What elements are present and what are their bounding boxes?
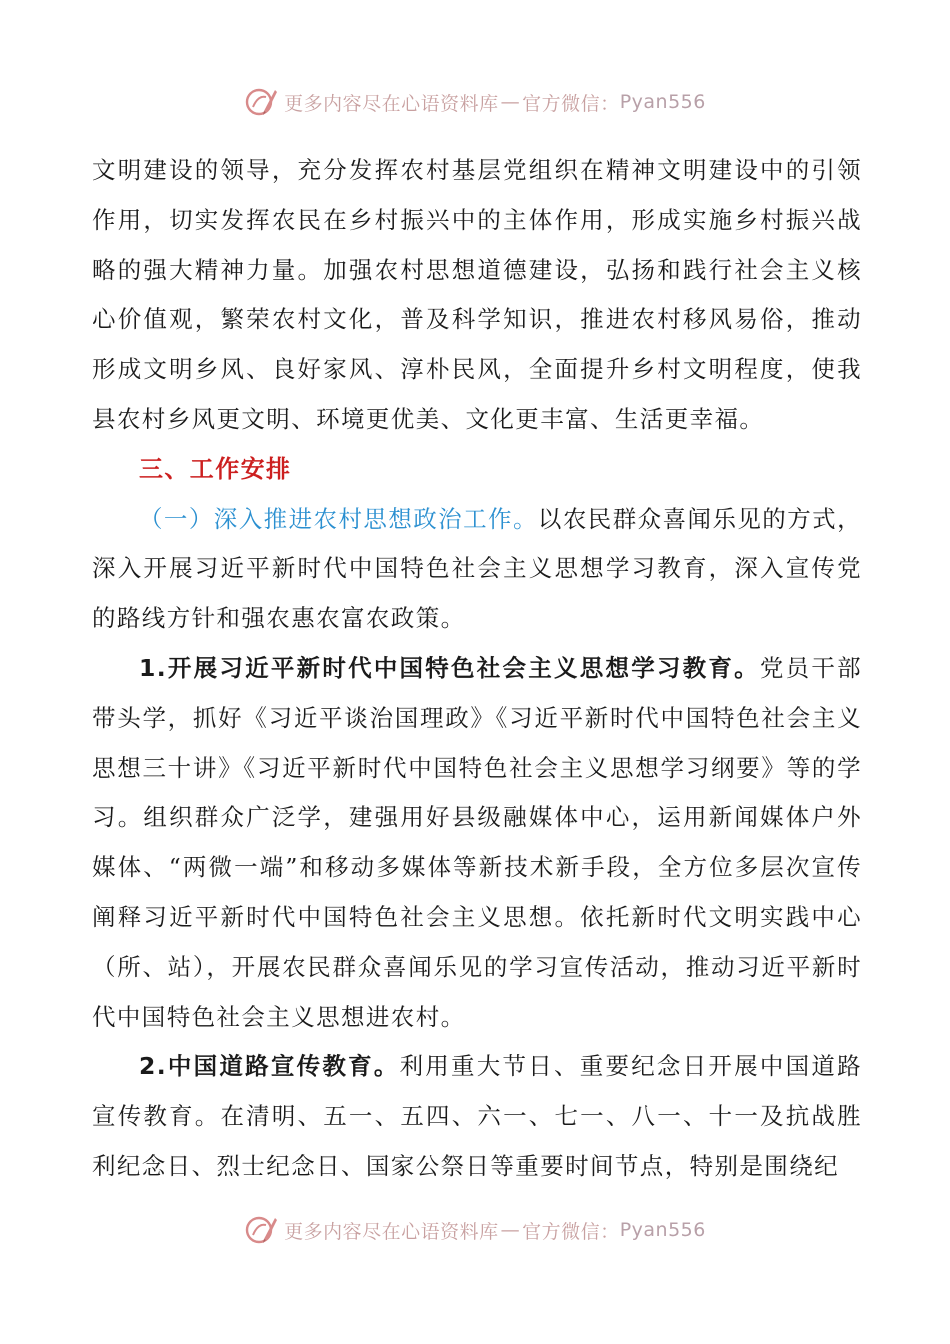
watermark-label: 官方微信： xyxy=(522,1220,620,1243)
watermark-footer xyxy=(0,1210,950,1250)
subsection-1-body: 以农民群众喜闻乐见的方式，深入开展习近平新时代中国特色社会主义思想学习教育，深入宣传党的路线方针和强农惠农富农政策。 xyxy=(92,504,863,633)
item-1-body: 党员干部带头学，抓好《习近平谈治国理政》《习近平新时代中国特色社会主义思想三十讲》《习近平新时代中国特色社会主义思想学习纲要》等的学习。组织群众广泛学，建强用好县级融媒体中心，运用新闻媒体户外媒体、“两微一端”和移动多媒体等新技术新手段，全方位多层次宣传阐释习近平新时代中国特色社会主义思想。依托新时代文明实践中心（所、站），开展农民群众喜闻乐见的学习宣传活动，推动习近平新时代中国特色社会主义思想进农村。 xyxy=(92,653,862,1031)
item-2-heading: 2.中国道路宣传教育。 xyxy=(139,1052,400,1081)
watermark-dash: — xyxy=(500,1219,521,1241)
watermark-account: Pyan556 xyxy=(619,1219,706,1241)
item-1 xyxy=(92,644,862,1042)
item-1-heading: 1.开展习近平新时代中国特色社会主义思想学习教育。 xyxy=(139,653,760,682)
watermark-header xyxy=(0,82,950,122)
pen-logo-icon xyxy=(244,85,278,119)
watermark-text: 更多内容尽在心语资料库 xyxy=(284,1220,499,1243)
section-3-title: 三、工作安排 xyxy=(139,454,292,483)
watermark-account: Pyan556 xyxy=(619,91,706,113)
subsection-1 xyxy=(92,495,862,644)
item-2-body: 利用重大节日、重要纪念日开展中国道路宣传教育。在清明、五一、五四、六一、七一、八一、十一及抗战胜利纪念日、烈士纪念日、国家公祭日等重要时间节点，特别是围绕纪 xyxy=(92,1052,862,1180)
watermark-label: 官方微信： xyxy=(522,92,620,115)
item-2 xyxy=(92,1042,862,1191)
pen-logo-icon xyxy=(244,1213,278,1247)
subsection-1-heading: （一）深入推进农村思想政治工作。 xyxy=(139,504,538,533)
document-body xyxy=(92,146,862,1192)
watermark-dash: — xyxy=(500,91,521,113)
paragraph-1: 文明建设的领导，充分发挥农村基层党组织在精神文明建设中的引领作用，切实发挥农民在乡村振兴中的主体作用，形成实施乡村振兴战略的强大精神力量。加强农村思想道德建设，弘扬和践行社会主义核心价值观，繁荣农村文化，普及科学知识，推进农村移风易俗，推动形成文明乡风、良好家风、淳朴民风，全面提升乡村文明程度，使我县农村乡风更文明、环境更优美、文化更丰富、生活更幸福。 xyxy=(92,156,862,433)
watermark-text: 更多内容尽在心语资料库 xyxy=(284,92,499,115)
section-3-heading xyxy=(92,445,862,495)
